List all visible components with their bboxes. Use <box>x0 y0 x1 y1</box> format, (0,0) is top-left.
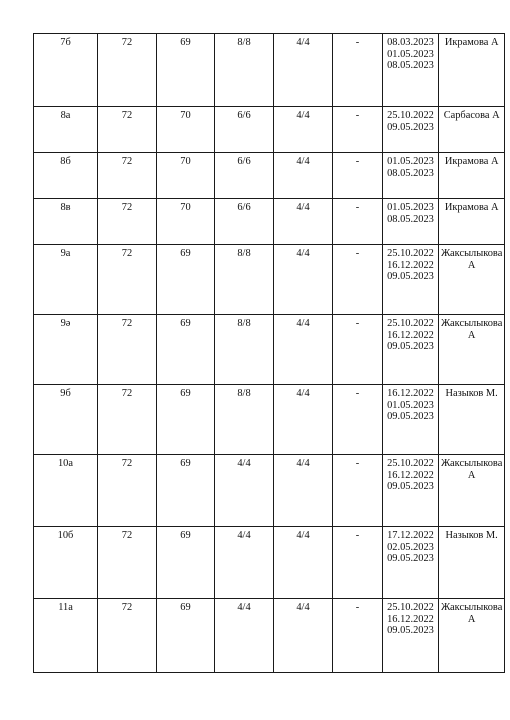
table-row <box>34 153 505 199</box>
dash-cell: - <box>333 599 383 673</box>
class-cell: 9а <box>34 245 98 315</box>
hours-planned-cell: 72 <box>98 527 157 599</box>
assessment-a-cell: 8/8 <box>215 245 274 315</box>
class-cell: 7б <box>34 34 98 107</box>
dash-cell: - <box>333 455 383 527</box>
teacher-cell: Назыков М. <box>439 527 505 599</box>
table-row <box>34 385 505 455</box>
teacher-cell: Жаксылыкова А <box>439 315 505 385</box>
assessment-a-cell: 6/6 <box>215 199 274 245</box>
hours-given-cell: 70 <box>157 199 215 245</box>
assessment-table <box>33 33 505 673</box>
teacher-cell: Сарбасова А <box>439 107 505 153</box>
hours-given-cell: 69 <box>157 315 215 385</box>
table-row <box>34 34 505 107</box>
dash-cell: - <box>333 527 383 599</box>
hours-planned-cell: 72 <box>98 385 157 455</box>
table-row <box>34 599 505 673</box>
hours-planned-cell: 72 <box>98 153 157 199</box>
hours-planned-cell: 72 <box>98 455 157 527</box>
assessment-b-cell: 4/4 <box>274 599 333 673</box>
assessment-b-cell: 4/4 <box>274 455 333 527</box>
date-cell: 25.10.2022 09.05.2023 <box>383 107 439 153</box>
dash-cell: - <box>333 107 383 153</box>
assessment-b-cell: 4/4 <box>274 315 333 385</box>
assessment-a-cell: 6/6 <box>215 153 274 199</box>
hours-planned-cell: 72 <box>98 315 157 385</box>
assessment-a-cell: 4/4 <box>215 599 274 673</box>
assessment-b-cell: 4/4 <box>274 199 333 245</box>
hours-planned-cell: 72 <box>98 599 157 673</box>
dash-cell: - <box>333 385 383 455</box>
assessment-a-cell: 8/8 <box>215 34 274 107</box>
date-cell: 01.05.2023 08.05.2023 <box>383 153 439 199</box>
assessment-b-cell: 4/4 <box>274 153 333 199</box>
table-row <box>34 199 505 245</box>
hours-given-cell: 69 <box>157 34 215 107</box>
date-cell: 08.03.2023 01.05.2023 08.05.2023 <box>383 34 439 107</box>
class-cell: 11а <box>34 599 98 673</box>
hours-given-cell: 69 <box>157 527 215 599</box>
hours-planned-cell: 72 <box>98 199 157 245</box>
date-cell: 16.12.2022 01.05.2023 09.05.2023 <box>383 385 439 455</box>
hours-given-cell: 69 <box>157 245 215 315</box>
date-cell: 17.12.2022 02.05.2023 09.05.2023 <box>383 527 439 599</box>
table-row <box>34 527 505 599</box>
teacher-cell: Икрамова А <box>439 199 505 245</box>
hours-planned-cell: 72 <box>98 34 157 107</box>
assessment-b-cell: 4/4 <box>274 34 333 107</box>
class-cell: 8в <box>34 199 98 245</box>
dash-cell: - <box>333 34 383 107</box>
date-cell: 01.05.2023 08.05.2023 <box>383 199 439 245</box>
date-cell: 25.10.2022 16.12.2022 09.05.2023 <box>383 455 439 527</box>
teacher-cell: Жаксылыкова А <box>439 599 505 673</box>
assessment-a-cell: 8/8 <box>215 385 274 455</box>
dash-cell: - <box>333 315 383 385</box>
assessment-b-cell: 4/4 <box>274 245 333 315</box>
table-row <box>34 107 505 153</box>
assessment-b-cell: 4/4 <box>274 385 333 455</box>
class-cell: 10б <box>34 527 98 599</box>
dash-cell: - <box>333 153 383 199</box>
date-cell: 25.10.2022 16.12.2022 09.05.2023 <box>383 245 439 315</box>
table-row <box>34 455 505 527</box>
dash-cell: - <box>333 199 383 245</box>
class-cell: 8а <box>34 107 98 153</box>
teacher-cell: Икрамова А <box>439 34 505 107</box>
dash-cell: - <box>333 245 383 315</box>
assessment-a-cell: 6/6 <box>215 107 274 153</box>
table-row <box>34 245 505 315</box>
assessment-b-cell: 4/4 <box>274 527 333 599</box>
hours-given-cell: 69 <box>157 385 215 455</box>
class-cell: 8б <box>34 153 98 199</box>
assessment-b-cell: 4/4 <box>274 107 333 153</box>
hours-planned-cell: 72 <box>98 245 157 315</box>
class-cell: 10а <box>34 455 98 527</box>
date-cell: 25.10.2022 16.12.2022 09.05.2023 <box>383 315 439 385</box>
class-cell: 9б <box>34 385 98 455</box>
hours-planned-cell: 72 <box>98 107 157 153</box>
hours-given-cell: 70 <box>157 107 215 153</box>
teacher-cell: Жаксылыкова А <box>439 455 505 527</box>
assessment-a-cell: 4/4 <box>215 455 274 527</box>
hours-given-cell: 69 <box>157 455 215 527</box>
date-cell: 25.10.2022 16.12.2022 09.05.2023 <box>383 599 439 673</box>
teacher-cell: Жаксылыкова А <box>439 245 505 315</box>
table-row <box>34 315 505 385</box>
hours-given-cell: 69 <box>157 599 215 673</box>
assessment-a-cell: 8/8 <box>215 315 274 385</box>
teacher-cell: Назыков М. <box>439 385 505 455</box>
assessment-a-cell: 4/4 <box>215 527 274 599</box>
teacher-cell: Икрамова А <box>439 153 505 199</box>
hours-given-cell: 70 <box>157 153 215 199</box>
class-cell: 9ә <box>34 315 98 385</box>
